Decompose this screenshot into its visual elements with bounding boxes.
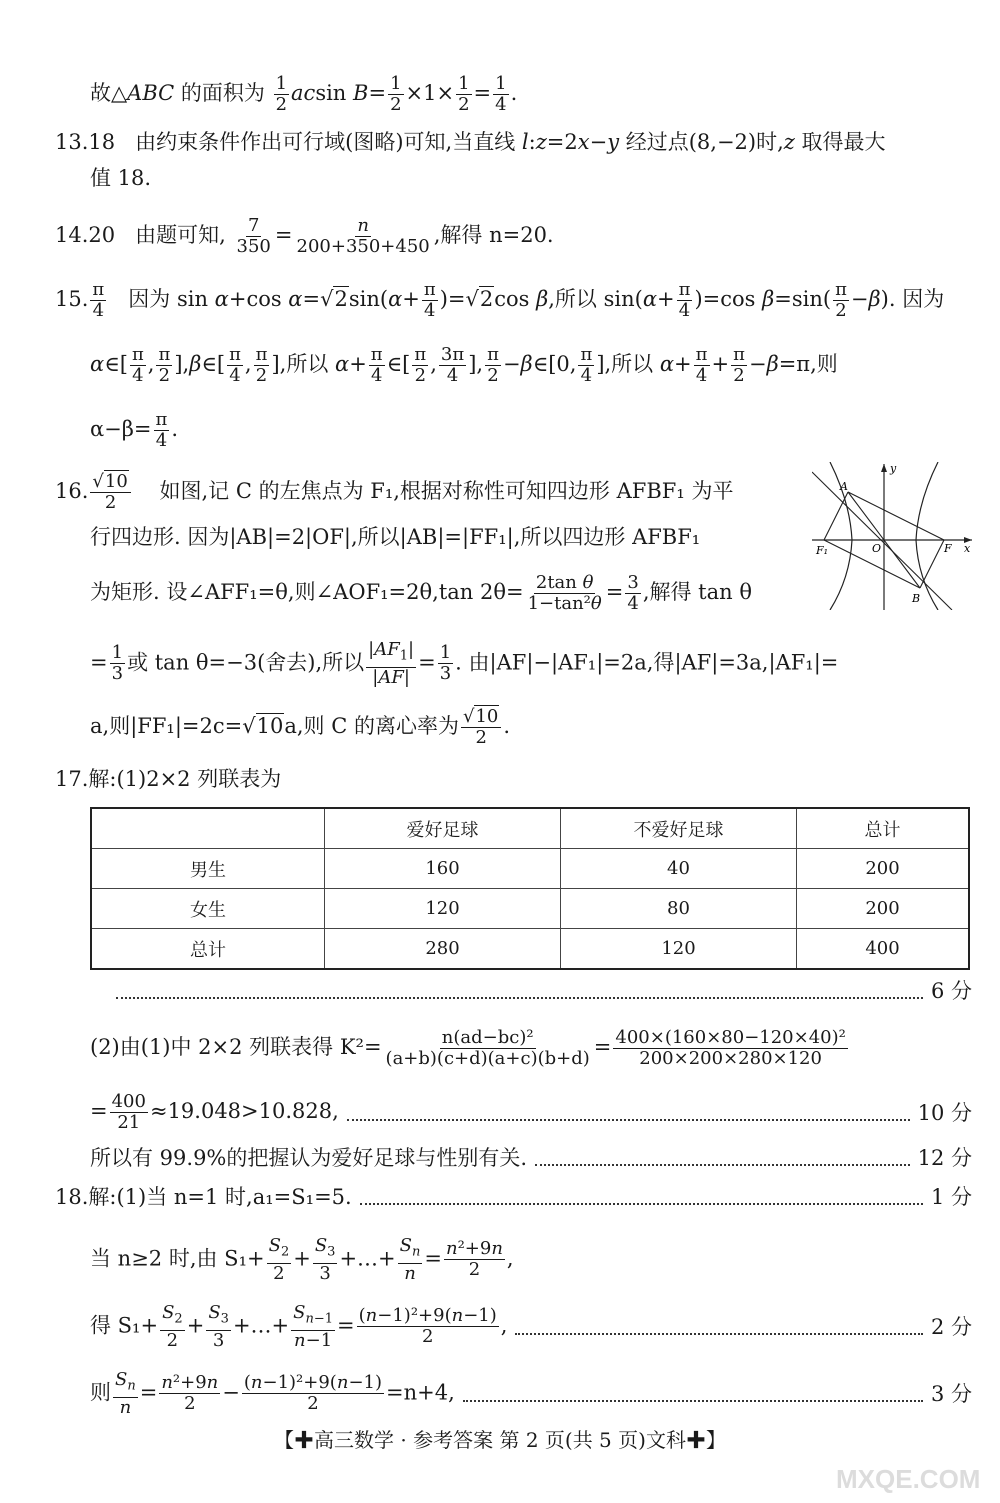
table-row <box>91 929 969 970</box>
q16-line5-mid: a,则 C 的离心率为 <box>284 714 459 738</box>
q13-number: 13.18 <box>55 130 116 154</box>
table-cell: 男生 <box>91 849 325 889</box>
table-cell: 女生 <box>91 889 325 929</box>
q16-line5: a,则|FF₁|=2c=√10a,则 C 的离心率为 $\frac{√10}{2}$ . <box>90 706 511 748</box>
table-header-cell: 爱好足球 <box>325 808 561 849</box>
q15-line3: α−β= $\frac{\pi}{4}$ . <box>90 409 179 451</box>
q17-score1: 6 分 <box>930 979 972 1003</box>
q18-score1: 1 分 <box>930 1185 972 1209</box>
k2-denominator-values: 200×200×280×120 <box>639 1048 822 1069</box>
q17-part2-intro: (2)由(1)中 2×2 列联表得 K²= <box>90 1035 382 1059</box>
q17-conclusion: 所以有 99.9%的把握认为爱好足球与性别有关. <box>90 1146 528 1170</box>
table-cell: 40 <box>561 849 797 889</box>
q18-head-line <box>55 1182 972 1212</box>
q15-line2: α∈[ $\frac{\pi}{4}$ , $\frac{\pi}{2}$ ],β∈[ $\frac{\pi}{4}$ , $\frac{\pi}{2}$ ],所以 α+ $\frac{\pi}{4}$ ∈[ $\frac{\pi}{2}$ , $\frac{3\pi}{4}$ ], $\frac{\pi}{2}$ −β∈[0, $\frac{\pi}{4}$ ],所以 α+ $\frac{\pi}{4}$ + $\frac{\pi}{2}$ −β=π,则 <box>90 344 838 386</box>
q18-line4-tail: =n+4, <box>386 1380 455 1405</box>
q16-line1: 16. $\frac{√10}{2}$ 如图,记 C 的左焦点为 F₁,根据对称性可知四边形 AFBF₁ 为平 <box>55 471 734 513</box>
label-x: x <box>964 542 971 555</box>
q16-line5-text: a,则|FF₁|=2c= <box>90 714 243 738</box>
table-cell: 160 <box>325 849 561 889</box>
table-cell: 200 <box>797 849 970 889</box>
q16-line3-text: 为矩形. 设∠AFF₁=θ,则∠AOF₁=2θ,tan 2θ= <box>90 580 524 604</box>
q18-line4: 则 $\frac{S_n}{n}$ = $\frac{\text{n²+9n}}{2}$ − $\frac{\text{(n−1)²+9(n−1)}}{2}$ =n+4, 3 分 <box>90 1369 972 1418</box>
footer-bracket-right: 】 <box>705 1428 726 1452</box>
q14-number: 14.20 <box>55 223 116 247</box>
q15-line2-tail: ,则 <box>810 352 838 376</box>
label-a: A <box>840 480 848 493</box>
q16-line3-tail: ,解得 tan θ <box>642 580 752 604</box>
contingency-table <box>90 807 970 970</box>
q17-score2: 10 分 <box>917 1100 972 1125</box>
leader-dots <box>515 1319 923 1335</box>
k2-denominator: (a+b)(c+d)(a+c)(b+d) <box>385 1048 590 1069</box>
table-header-cell: 不爱好足球 <box>561 808 797 849</box>
q17-line-b-tail: ≈19.048>10.828, <box>149 1099 339 1123</box>
q17-part2-line: (2)由(1)中 2×2 列联表得 K²= $\frac{\text{n(ad−bc)²}}{(a+b)(c+d)(a+c)(b+d)}$ = $\frac{\text{400×(160×80−120×40)²}}{200\times 200\times 280\times 120}$ <box>90 1027 846 1069</box>
leader-dots <box>347 1105 910 1121</box>
q16-line4-mid: 或 tan θ=−3(舍去),所以 <box>127 650 365 675</box>
table-cell: 80 <box>561 889 797 929</box>
q15-line3-text: α−β= <box>90 417 152 441</box>
segment-af <box>848 492 944 540</box>
q12-tail-line: 故△ABC 的面积为 $\frac{1}{2}$ acsin B= $\frac{1}{2}$ ×1× $\frac{1}{2}$ = $\frac{1}{4}$ . <box>90 73 518 115</box>
q18-score3: 3 分 <box>930 1381 972 1406</box>
segment-af1 <box>824 492 848 540</box>
q18-score2: 2 分 <box>930 1314 972 1339</box>
plus-icon: ✚ <box>685 1428 706 1452</box>
table-row <box>91 889 969 929</box>
table-cell: 总计 <box>91 929 325 970</box>
hyperbola-figure <box>812 462 984 610</box>
leader-dots <box>535 1150 910 1166</box>
q13-line: 13.18 由约束条件作出可行域(图略)可知,当直线 l:z=2x−y 经过点(8,−2)时,z 取得最大 <box>55 130 886 154</box>
label-f: F <box>944 542 952 555</box>
table-header-cell: 总计 <box>797 808 970 849</box>
leader-dots <box>360 1189 923 1205</box>
q18-line2: 当 n≥2 时,由 S₁+ $\frac{S_2}{2}$ + $\frac{S_3}{3}$ +…+ $\frac{S_n}{n}$ = $\frac{\text{n²+9n}}{2}$ , <box>90 1235 514 1284</box>
table-cell: 200 <box>797 889 970 929</box>
label-f1: F₁ <box>816 544 829 557</box>
table-cell: 400 <box>797 929 970 970</box>
line-ab <box>812 472 952 610</box>
q13-line2: 值 18. <box>90 166 152 190</box>
table-header-cell <box>91 808 325 849</box>
table-cell: 280 <box>325 929 561 970</box>
q18-head: 18.解:(1)当 n=1 时,a₁=S₁=5. <box>55 1185 352 1209</box>
segment-fb <box>920 540 944 588</box>
q14-text: 由题可知, <box>135 223 226 247</box>
k2-numerator: n(ad−bc)² <box>441 1027 534 1048</box>
q15-intro: 因为 <box>128 287 171 311</box>
watermark-text: MXQE.COM <box>836 1464 981 1494</box>
table-cell: 120 <box>561 929 797 970</box>
plus-icon: ✚ <box>294 1428 315 1452</box>
y-axis-arrow <box>881 464 887 472</box>
footer-text: 高三数学 · 参考答案 第 2 页(共 5 页)文科 <box>314 1428 686 1452</box>
q16-line2: 行四边形. 因为|AB|=2|OF|,所以|AB|=|FF₁|,所以四边形 AFBF₁ <box>90 525 701 549</box>
q16-line4: = $\frac{1}{3}$ 或 tan θ=−3(舍去),所以 $\frac{|AF_1|}{|AF|}$ = $\frac{1}{3}$ . 由|AF|−|AF₁|=2a,得|AF|=3a,|AF₁|= <box>90 639 839 688</box>
q17-score3-line <box>90 1143 972 1173</box>
k2-numerator-values: 400×(160×80−120×40)² <box>615 1027 846 1048</box>
q18-line3: 得 S₁+ $\frac{S_2}{2}$ + $\frac{S_3}{3}$ +…+ $\frac{S_{n-1}}{n-1}$ = $\frac{\text{(n−1)²+9(n−1)}}{2}$ , 2 分 <box>90 1302 972 1351</box>
q14-line: 14.20 由题可知, $\frac{7}{350}$ = $\frac{n}{200+350+450}$ ,解得 n=20. <box>55 215 554 257</box>
label-b: B <box>912 592 921 605</box>
q16-line3: 为矩形. 设∠AFF₁=θ,则∠AOF₁=2θ,tan 2θ= $\frac{\text{2tan θ}}{\text{1−tan²θ}}$ = $\frac{3}{4}$ ,解得 tan θ <box>90 572 752 614</box>
q17-head: 17.解:(1)2×2 列联表为 <box>55 767 282 791</box>
q18-line2-intro: 当 n≥2 时,由 S₁+ <box>90 1246 265 1271</box>
q16-line4-tail: . 由|AF|−|AF₁|=2a,得|AF|=3a,|AF₁|= <box>455 650 839 675</box>
footer-bracket-left: 【 <box>274 1428 295 1452</box>
q15-line1: 15. $\frac{\pi}{4}$ 因为 sin α+cos α=√2sin(α+ $\frac{\pi}{4}$ )=√2cos β,所以 sin(α+ $\frac{\pi}{4}$ )=cos β=sin( $\frac{\pi}{2}$ −β). 因为 <box>55 279 945 321</box>
q14-tail: ,解得 n=20. <box>433 223 554 247</box>
table-header-row <box>91 808 969 849</box>
table-row <box>91 849 969 889</box>
q17-score3: 12 分 <box>917 1146 972 1170</box>
leader-dots <box>116 983 923 999</box>
label-o: O <box>872 542 882 555</box>
label-y: y <box>890 462 897 475</box>
q18-line3-intro: 得 S₁+ <box>90 1313 159 1338</box>
leader-dots <box>463 1386 923 1402</box>
table-cell: 120 <box>325 889 561 929</box>
q16-intro: 如图,记 C 的左焦点为 F₁,根据对称性可知四边形 AFBF₁ 为平 <box>159 479 734 503</box>
watermark <box>826 1418 996 1498</box>
q17-score2-line: = $\frac{400}{21}$ ≈19.048>10.828, 10 分 <box>90 1091 972 1133</box>
q17-score1-line <box>108 976 972 1006</box>
q18-line4-intro: 则 <box>90 1380 111 1405</box>
